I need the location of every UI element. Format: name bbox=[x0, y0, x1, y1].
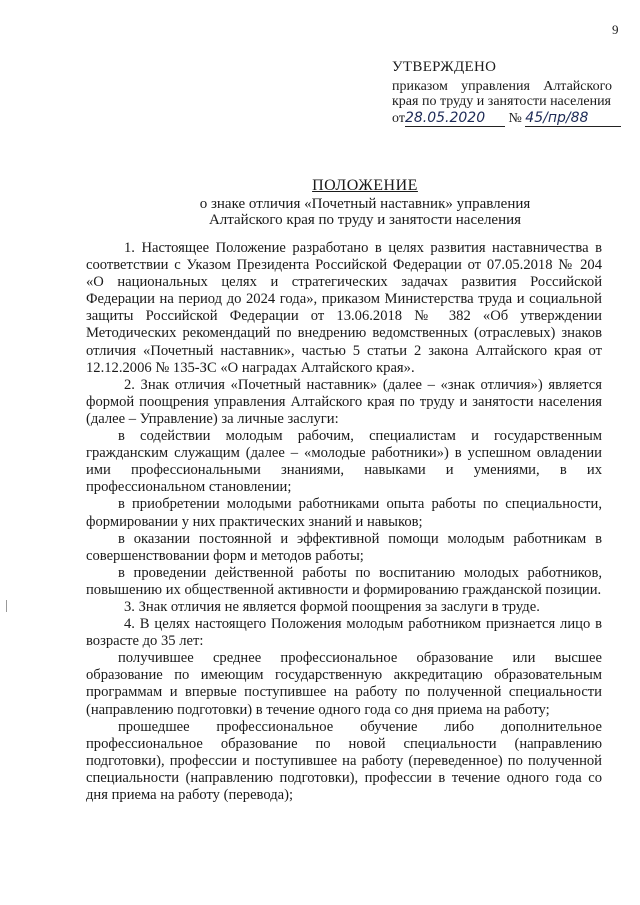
paragraph-4-item-2: прошедшее профессиональное обучение либо дополнительное профессиональное образование по новой специальности (направлению подготовки), профессии и поступившее на работу (переведенное) по полученной специальности (направлению подготовки), профессии в течение одного года со дня приема на работу (перевода); bbox=[86, 718, 602, 803]
handwritten-date: 28.05.2020 bbox=[405, 111, 505, 127]
paragraph-2: 2. Знак отличия «Почетный наставник» (далее – «знак отличия») является формой поощрения управления Алтайского края по труду и занятости населения (далее – Управление) за личные заслуги: bbox=[86, 376, 602, 427]
paragraph-3: 3. Знак отличия не является формой поощрения за заслуги в труде. bbox=[124, 598, 540, 615]
paragraph-2-item-1: в содействии молодым рабочим, специалистам и государственным гражданским служащим (далее – «молодые работники») в успешном овладении ими профессиональными знаниями, навыками и умениями, в их профессиональном становлении; bbox=[86, 428, 602, 496]
document-title-block bbox=[150, 178, 580, 228]
number-prefix: № bbox=[508, 111, 522, 126]
paragraph-2-item-4: в проведении действенной работы по воспитанию молодых работников, повышению их общественной активности и формированию гражданской позиции. bbox=[86, 564, 602, 598]
paragraph-2-item-2: в приобретении молодыми работниками опыта работы по специальности, формировании у них практических знаний и навыков; bbox=[86, 496, 602, 530]
approved-by-text: приказом управления Алтайского края по труду и занятости населения bbox=[392, 79, 612, 109]
document-subtitle-line-2: Алтайского края по труду и занятости населения bbox=[208, 212, 522, 228]
page-number: 9 bbox=[612, 22, 619, 37]
date-prefix: от bbox=[392, 111, 405, 126]
paragraph-4-item-1: получившее среднее профессиональное образование или высшее образование по имеющим государственную аккредитацию образовательным программам и впервые поступившее на работу по полученной специальности (направлению подготовки) в течение одного года со дня приема на работу; bbox=[86, 650, 602, 718]
paragraph-2-item-3: в оказании постоянной и эффективной помощи молодым работникам в совершенствовании форм и методов работы; bbox=[86, 530, 602, 564]
paragraph-4: 4. В целях настоящего Положения молодым работником признается лицо в возрасте до 35 лет: bbox=[86, 616, 602, 650]
scan-margin-mark bbox=[6, 600, 7, 612]
order-line bbox=[392, 111, 612, 127]
document-subtitle-line-1: о знаке отличия «Почетный наставник» управления bbox=[199, 196, 531, 212]
approved-title: УТВЕРЖДЕНО bbox=[392, 59, 497, 75]
approval-stamp-block bbox=[392, 60, 612, 127]
paragraph-1: 1. Настоящее Положение разработано в целях развития наставничества в соответствии с Указом Президента Российской Федерации от 07.05.2018 № 204 «О национальных целях и стратегических задачах развития Российской Федерации на период до 2024 года», приказом Министерства труда и социальной защиты Российской Федерации от 13.06.2018 № 382 «Об утверждении Методических рекомендаций по внедрению ведомственных (отраслевых) знаков отличия «Почетный наставник», частью 5 статьи 2 закона Алтайского края от 12.12.2006 № 135-ЗС «О наградах Алтайского края». bbox=[86, 240, 602, 376]
handwritten-number: 45/пр/88 bbox=[525, 111, 621, 127]
document-title: ПОЛОЖЕНИЕ bbox=[312, 177, 418, 194]
document-body bbox=[86, 240, 602, 804]
